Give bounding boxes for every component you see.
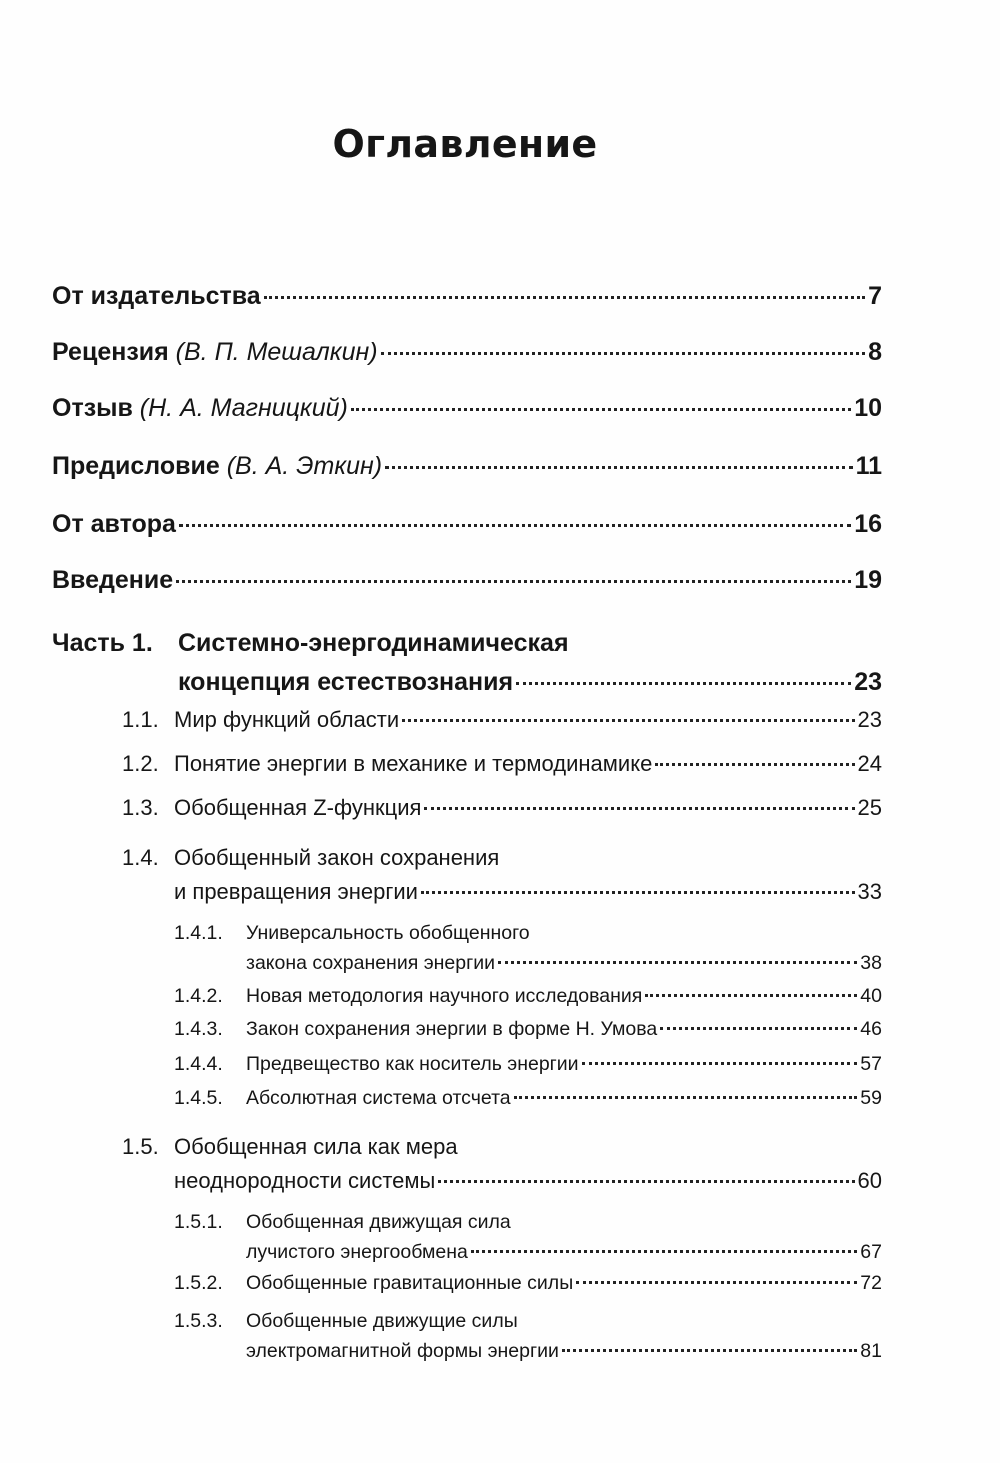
- dot-leader: [562, 1349, 857, 1352]
- entry-title: Предисловие: [52, 452, 220, 480]
- toc-entry-subsection-1-4-5[interactable]: [174, 1087, 882, 1110]
- page-number: 11: [855, 452, 882, 480]
- subsection-title-line2: закона сохранения энергии: [246, 952, 496, 974]
- entry-title: Отзыв: [52, 394, 133, 422]
- page-number: 38: [860, 952, 882, 974]
- section-number: 1.3.: [122, 795, 159, 820]
- section-title-line1: Обобщенный закон сохранения: [174, 845, 500, 870]
- part-number: Часть 1.: [52, 629, 153, 657]
- section-title-line2: и превращения энергии: [174, 879, 418, 904]
- page-number: 59: [860, 1087, 882, 1109]
- subsection-title-line2: лучистого энергообмена: [246, 1241, 468, 1263]
- dot-leader: [264, 296, 865, 299]
- section-title-line2: неоднородности системы: [174, 1168, 436, 1193]
- toc-entry-feedback[interactable]: [52, 394, 882, 423]
- page-number: 7: [868, 282, 882, 310]
- toc-entry-section-1-2[interactable]: [122, 751, 882, 777]
- subsection-number: 1.4.1.: [174, 922, 223, 944]
- subsection-title-line1: Универсальность обобщенного: [246, 922, 530, 944]
- section-number: 1.5.: [122, 1134, 159, 1159]
- entry-author: (Н. А. Магницкий): [139, 394, 348, 422]
- page-number: 24: [857, 751, 882, 776]
- toc-entry-section-1-1[interactable]: [122, 707, 882, 733]
- page-number: 19: [854, 566, 882, 594]
- section-number: 1.1.: [122, 707, 159, 732]
- subsection-title: Предвещество как носитель энергии: [246, 1053, 579, 1075]
- subsection-title: Новая методология научного исследования: [246, 985, 643, 1007]
- entry-title: От издательства: [52, 282, 261, 310]
- toc-entry-subsection-1-4-4[interactable]: [174, 1053, 882, 1076]
- toc-entry-introduction[interactable]: [52, 566, 882, 595]
- section-number: 1.4.: [122, 845, 159, 870]
- dot-leader: [381, 352, 866, 355]
- page-number: 25: [857, 795, 882, 820]
- page-number: 57: [860, 1053, 882, 1075]
- page-number: 60: [857, 1168, 882, 1193]
- dot-leader: [179, 524, 851, 527]
- toc-entry-section-1-4[interactable]: [122, 841, 882, 909]
- page-number: 16: [854, 510, 882, 538]
- toc-entry-subsection-1-4-2[interactable]: [174, 985, 882, 1008]
- dot-leader: [645, 994, 857, 997]
- page-number: 40: [860, 985, 882, 1007]
- dot-leader: [421, 891, 855, 894]
- subsection-title-line2: электромагнитной формы энергии: [246, 1340, 559, 1362]
- subsection-number: 1.5.2.: [174, 1272, 223, 1294]
- subsection-number: 1.4.4.: [174, 1053, 223, 1075]
- toc-entry-publisher[interactable]: [52, 282, 882, 311]
- page-number: 33: [857, 879, 882, 904]
- page-number: 23: [857, 707, 882, 732]
- page-number: 72: [860, 1272, 882, 1294]
- dot-leader: [514, 1096, 858, 1099]
- toc-entry-section-1-3[interactable]: [122, 795, 882, 821]
- entry-author: (В. П. Мешалкин): [175, 338, 378, 366]
- dot-leader: [424, 807, 854, 810]
- dot-leader: [402, 719, 854, 722]
- subsection-number: 1.4.2.: [174, 985, 223, 1007]
- dot-leader: [655, 763, 854, 766]
- dot-leader: [582, 1062, 858, 1065]
- section-number: 1.2.: [122, 751, 159, 776]
- dot-leader: [576, 1281, 857, 1284]
- toc-entry-from-author[interactable]: [52, 510, 882, 539]
- page-number: 81: [860, 1340, 882, 1362]
- toc-heading: Оглавление: [332, 122, 598, 166]
- toc-entry-subsection-1-4-3[interactable]: [174, 1018, 882, 1041]
- dot-leader: [385, 466, 852, 469]
- subsection-number: 1.4.3.: [174, 1018, 223, 1040]
- dot-leader: [438, 1180, 854, 1183]
- toc-entry-subsection-1-5-3[interactable]: [174, 1306, 882, 1366]
- dot-leader: [176, 580, 851, 583]
- page-number: 23: [854, 668, 882, 696]
- dot-leader: [351, 408, 851, 411]
- part-title-line2: концепция естествознания: [178, 668, 514, 696]
- toc-entry-review[interactable]: [52, 338, 882, 367]
- subsection-number: 1.5.3.: [174, 1310, 223, 1332]
- dot-leader: [660, 1027, 857, 1030]
- subsection-number: 1.4.5.: [174, 1087, 223, 1109]
- toc-entry-subsection-1-5-2[interactable]: [174, 1272, 882, 1295]
- toc-entry-section-1-5[interactable]: [122, 1130, 882, 1198]
- subsection-title: Абсолютная система отсчета: [246, 1087, 511, 1109]
- page-number: 10: [854, 394, 882, 422]
- subsection-number: 1.5.1.: [174, 1211, 223, 1233]
- toc-entry-part-1[interactable]: [52, 624, 882, 702]
- section-title: Понятие энергии в механике и термодинамике: [174, 751, 653, 776]
- entry-title: Рецензия: [52, 338, 169, 366]
- dot-leader: [471, 1250, 857, 1253]
- subsection-title: Закон сохранения энергии в форме Н. Умова: [246, 1018, 658, 1040]
- entry-title: От автора: [52, 510, 176, 538]
- subsection-title: Обобщенные гравитационные силы: [246, 1272, 574, 1294]
- page-number: 8: [868, 338, 882, 366]
- section-title-line1: Обобщенная сила как мера: [174, 1134, 458, 1159]
- part-title-line1: Системно-энергодинамическая: [178, 629, 569, 657]
- subsection-title-line1: Обобщенные движущие силы: [246, 1310, 518, 1332]
- section-title: Мир функций области: [174, 707, 400, 732]
- page-number: 46: [860, 1018, 882, 1040]
- entry-author: (В. А. Эткин): [226, 452, 383, 480]
- entry-title: Введение: [52, 566, 174, 594]
- dot-leader: [498, 961, 857, 964]
- page-number: 67: [860, 1241, 882, 1263]
- dot-leader: [516, 682, 851, 685]
- toc-entry-preface[interactable]: [52, 452, 882, 481]
- toc-entry-subsection-1-4-1[interactable]: [174, 918, 882, 978]
- toc-entry-subsection-1-5-1[interactable]: [174, 1207, 882, 1267]
- subsection-title-line1: Обобщенная движущая сила: [246, 1211, 511, 1233]
- section-title: Обобщенная Z-функция: [174, 795, 422, 820]
